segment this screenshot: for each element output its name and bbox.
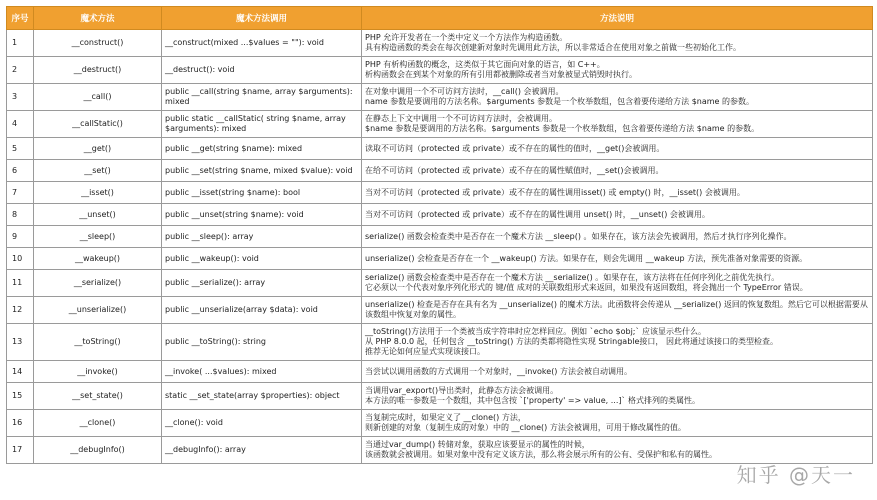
row-number: 15 [7,383,34,410]
method-description: 读取不可访问（protected 或 private）或不存在的属性的值时，__get()会被调用。 [362,138,873,160]
table-row [7,410,873,437]
row-number: 1 [7,30,34,57]
table-row [7,383,873,410]
header-no: 序号 [7,7,34,30]
method-description: PHP 允许开发者在一个类中定义一个方法作为构造函数。 具有构造函数的类会在每次创建新对象时先调用此方法，所以非常适合在使用对象之前做一些初始化工作。 [362,30,873,57]
method-name: __toString() [34,324,162,361]
method-signature: public __unserialize(array $data): void [162,297,362,324]
method-description: 在静态上下文中调用一个不可访问方法时，会被调用。 $name 参数是要调用的方法名称。$arguments 参数是一个枚举数组，包含着要传递给方法 $name 的参数。 [362,111,873,138]
method-name: __isset() [34,182,162,204]
method-signature: public __serialize(): array [162,270,362,297]
table-row [7,138,873,160]
method-description: 当通过var_dump() 转储对象，获取应该要显示的属性的时候， 该函数就会被调用。如果对象中没有定义该方法，那么将会展示所有的公有、受保护和私有的属性。 [362,437,873,464]
method-name: __unset() [34,204,162,226]
method-description: 在对象中调用一个不可访问方法时，__call() 会被调用。 name 参数是要调用的方法名称。$arguments 参数是一个枚举数组，包含着要传递给方法 $name 的参数。 [362,84,873,111]
row-number: 7 [7,182,34,204]
row-number: 6 [7,160,34,182]
row-number: 8 [7,204,34,226]
method-signature: public __isset(string $name): bool [162,182,362,204]
method-name: __set() [34,160,162,182]
header-magic-method: 魔术方法 [34,7,162,30]
table-body [7,30,873,464]
method-description: __toString()方法用于一个类被当成字符串时应怎样回应。例如 `echo $obj;` 应该显示些什么。 从 PHP 8.0.0 起，任何包含 __toString() 方法的类都将隐性实现 Stringable接口， 因此将通过该接口的类型检查。 推荐无论如何应显式实现该接口。 [362,324,873,361]
method-name: __call() [34,84,162,111]
table-row [7,57,873,84]
method-signature: __construct(mixed ...$values = ""): void [162,30,362,57]
method-description: 当尝试以调用函数的方式调用一个对象时，__invoke() 方法会被自动调用。 [362,361,873,383]
method-signature: __invoke( ...$values): mixed [162,361,362,383]
table-row [7,84,873,111]
method-description: 在给不可访问（protected 或 private）或不存在的属性赋值时，__set()会被调用。 [362,160,873,182]
method-name: __construct() [34,30,162,57]
table-row [7,182,873,204]
row-number: 2 [7,57,34,84]
method-signature: __destruct(): void [162,57,362,84]
table-row [7,30,873,57]
method-description: 当调用var_export()导出类时，此静态方法会被调用。 本方法的唯一参数是一个数组，其中包含按 `['property' => value, ...]` 格式排列的类属性。 [362,383,873,410]
row-number: 5 [7,138,34,160]
method-signature: public __unset(string $name): void [162,204,362,226]
method-signature: public __sleep(): array [162,226,362,248]
watermark: 知乎 @天一 [736,463,855,487]
method-description: unserialize() 会检查是否存在一个 __wakeup() 方法。如果存在，则会先调用 __wakeup 方法，预先准备对象需要的资源。 [362,248,873,270]
method-signature: public __get(string $name): mixed [162,138,362,160]
table-header-row [7,7,873,30]
method-description: unserialize() 检查是否存在具有名为 __unserialize() 的魔术方法。此函数将会传递从 __serialize() 返回的恢复数组。然后它可以根据需要从该数组中恢复对象的属性。 [362,297,873,324]
method-signature: public __call(string $name, array $arguments): mixed [162,84,362,111]
row-number: 11 [7,270,34,297]
method-name: __clone() [34,410,162,437]
row-number: 13 [7,324,34,361]
method-signature: public __wakeup(): void [162,248,362,270]
method-signature: public static __callStatic( string $name, array $arguments): mixed [162,111,362,138]
method-description: 当复制完成时，如果定义了 __clone() 方法， 则新创建的对象（复制生成的对象）中的 __clone() 方法会被调用，可用于修改属性的值。 [362,410,873,437]
method-description: 当对不可访问（protected 或 private）或不存在的属性调用 unset() 时，__unset() 会被调用。 [362,204,873,226]
table-row [7,324,873,361]
method-description: serialize() 函数会检查类中是否存在一个魔术方法 __sleep() 。如果存在，该方法会先被调用，然后才执行序列化操作。 [362,226,873,248]
method-name: __destruct() [34,57,162,84]
method-name: __serialize() [34,270,162,297]
method-signature: public __toString(): string [162,324,362,361]
table-row [7,361,873,383]
method-signature: public __set(string $name, mixed $value): void [162,160,362,182]
table-row [7,248,873,270]
method-name: __sleep() [34,226,162,248]
table-row [7,297,873,324]
method-name: __callStatic() [34,111,162,138]
row-number: 3 [7,84,34,111]
method-description: 当对不可访问（protected 或 private）或不存在的属性调用isset() 或 empty() 时，__isset() 会被调用。 [362,182,873,204]
method-name: __debugInfo() [34,437,162,464]
method-description: PHP 有析构函数的概念，这类似于其它面向对象的语言，如 C++。 析构函数会在到某个对象的所有引用都被删除或者当对象被显式销毁时执行。 [362,57,873,84]
table-row [7,270,873,297]
magic-methods-table [6,6,873,464]
method-description: serialize() 函数会检查类中是否存在一个魔术方法 __serialize() 。如果存在，该方法将在任何序列化之前优先执行。 它必须以一个代表对象序列化形式的 键/值 成对的关联数组形式来返回，如果没有返回数组，将会抛出一个 TypeError 错误。 [362,270,873,297]
row-number: 17 [7,437,34,464]
table-row [7,160,873,182]
row-number: 10 [7,248,34,270]
method-name: __set_state() [34,383,162,410]
table-row [7,204,873,226]
row-number: 4 [7,111,34,138]
method-name: __unserialize() [34,297,162,324]
header-method-call: 魔术方法调用 [162,7,362,30]
row-number: 14 [7,361,34,383]
method-signature: __clone(): void [162,410,362,437]
method-name: __wakeup() [34,248,162,270]
row-number: 9 [7,226,34,248]
method-name: __invoke() [34,361,162,383]
method-name: __get() [34,138,162,160]
method-signature: static __set_state(array $properties): object [162,383,362,410]
row-number: 12 [7,297,34,324]
row-number: 16 [7,410,34,437]
header-method-description: 方法说明 [362,7,873,30]
method-signature: __debugInfo(): array [162,437,362,464]
table-row [7,111,873,138]
table-row [7,226,873,248]
